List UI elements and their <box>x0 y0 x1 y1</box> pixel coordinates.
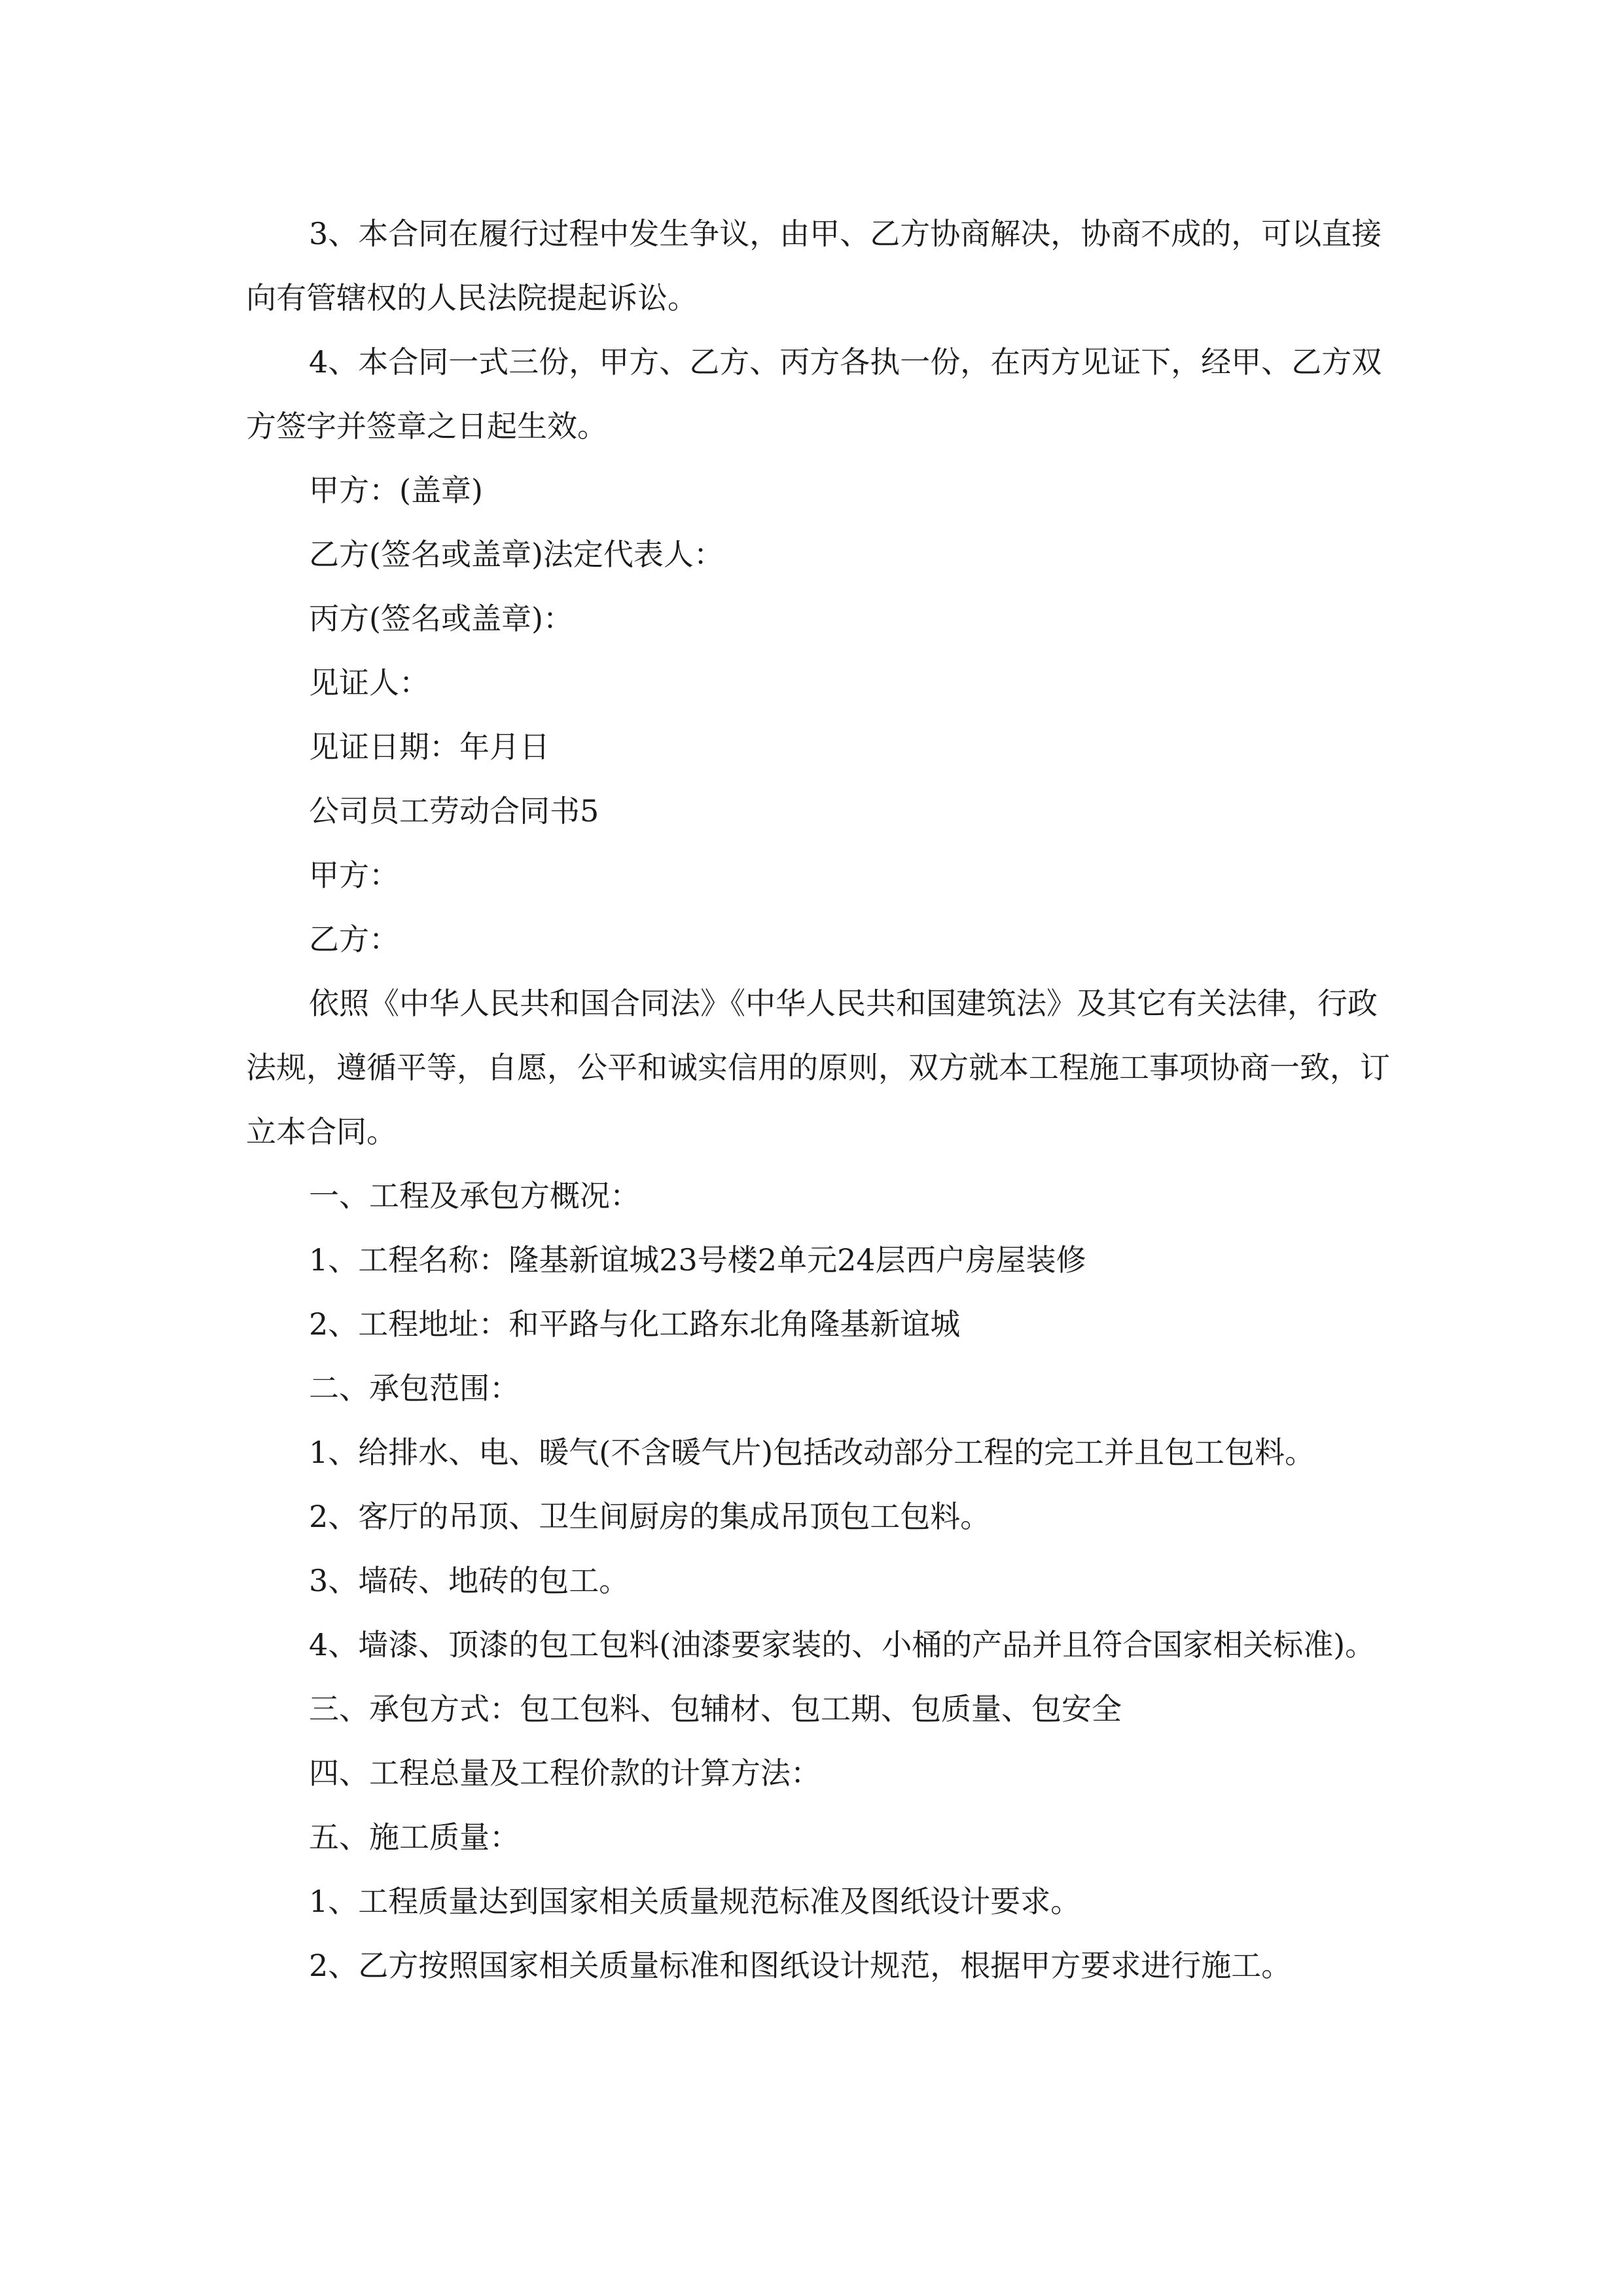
scope-item-2: 2、客厅的吊顶、卫生间厨房的集成吊顶包工包料。 <box>309 1499 991 1534</box>
document-body <box>246 202 1395 1998</box>
project-name: 1、工程名称：隆基新谊城23号楼2单元24层西户房屋装修 <box>309 1242 1086 1278</box>
signature-party-a: 甲方：(盖章) <box>309 473 483 508</box>
scope-item-1: 1、给排水、电、暖气(不含暖气片)包括改动部分工程的完工并且包工包料。 <box>309 1435 1315 1470</box>
quality-item-2: 2、乙方按照国家相关质量标准和图纸设计规范，根据甲方要求进行施工。 <box>309 1948 1292 1983</box>
paragraph-copies-effective: 4、本合同一式三份，甲方、乙方、丙方各执一份，在丙方见证下，经甲、乙方双方签字并签章之日起生效。 <box>246 344 1382 444</box>
project-address: 2、工程地址：和平路与化工路东北角隆基新谊城 <box>309 1306 961 1342</box>
paragraph-dispute-resolution: 3、本合同在履行过程中发生争议，由甲、乙方协商解决，协商不成的，可以直接向有管辖权的人民法院提起诉讼。 <box>246 216 1382 315</box>
section-1-heading: 一、工程及承包方概况： <box>309 1178 640 1213</box>
scope-item-3: 3、墙砖、地砖的包工。 <box>309 1563 630 1598</box>
section-2-heading: 二、承包范围： <box>309 1371 520 1406</box>
section-5-heading: 五、施工质量： <box>309 1820 520 1855</box>
paragraph-legal-basis: 依照《中华人民共和国合同法》《中华人民共和国建筑法》及其它有关法律，行政法规，遵循平等，自愿，公平和诚实信用的原则，双方就本工程施工事项协商一致，订立本合同。 <box>246 986 1390 1149</box>
scope-item-4: 4、墙漆、顶漆的包工包料(油漆要家装的、小桶的产品并且符合国家相关标准)。 <box>309 1627 1376 1662</box>
contract-heading: 公司员工劳动合同书5 <box>309 793 599 829</box>
quality-item-1: 1、工程质量达到国家相关质量规范标准及图纸设计要求。 <box>309 1884 1081 1919</box>
signature-party-c: 丙方(签名或盖章)： <box>309 601 573 636</box>
witness-date: 见证日期：年月日 <box>309 729 550 764</box>
party-a-line: 甲方： <box>309 857 399 893</box>
section-3-heading: 三、承包方式：包工包料、包辅材、包工期、包质量、包安全 <box>309 1691 1122 1727</box>
party-b-line: 乙方： <box>309 922 399 957</box>
section-4-heading: 四、工程总量及工程价款的计算方法： <box>309 1755 821 1791</box>
signature-party-b: 乙方(签名或盖章)法定代表人： <box>309 537 724 572</box>
signature-witness: 见证人： <box>309 665 429 700</box>
